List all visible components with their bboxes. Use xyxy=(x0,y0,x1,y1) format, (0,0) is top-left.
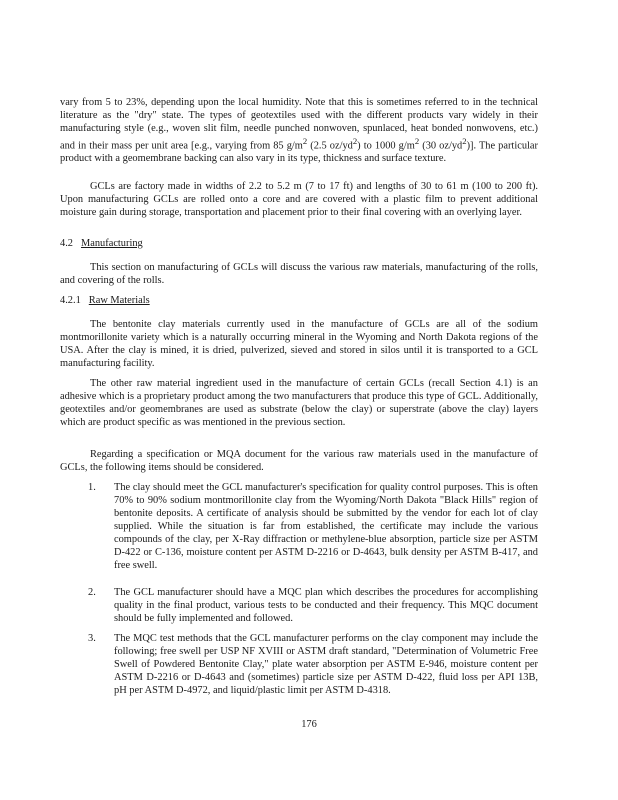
list-item-number: 1. xyxy=(88,482,96,493)
list-item-text: The clay should meet the GCL manufacturer's specification for quality control purposes. This is often 70% to 90% sodium montmorillonite clay from the Wyoming/North Dakota "Black Hills" region of bentonite deposits. A certificate of analysis should be submitted by the vendor for each lot of clay supplied. While the situation is far from established, the certificate may include the various compounds of the clay, per X-Ray diffraction or methylene-blue absorption, particle size per ASTM D-422 or C-136, moisture content per ASTM D-2216 or D-4643, bulk density per ASTM B-417, and free swell. xyxy=(114,482,538,571)
list-item-number: 2. xyxy=(88,587,96,598)
paragraph-bentonite-clay: The bentonite clay materials currently used in the manufacture of GCLs are all of the sodium montmorillonite variety which is a naturally occurring mineral in the Wyoming and North Dakota regions of the USA. After the clay is mined, it is dried, pulverized, sieved and stored in silos until it is transported to a GCL manufacturing facility. xyxy=(60,319,538,369)
section-number: 4.2.1 xyxy=(60,295,81,306)
list-item-number: 3. xyxy=(88,633,96,644)
paragraph-mqa-intro: Regarding a specification or MQA document for the various raw materials used in the manufacture of GCLs, the following items should be considered. xyxy=(60,449,538,473)
paragraph-section-overview: This section on manufacturing of GCLs will discuss the various raw materials, manufacturing of the rolls, and covering of the rolls. xyxy=(60,262,538,286)
paragraph-gcl-dimensions: GCLs are factory made in widths of 2.2 to 5.2 m (7 to 17 ft) and lengths of 30 to 61 m (100 to 200 ft). Upon manufacturing GCLs are rolled onto a core and are covered with a plastic film to prevent additional moisture gain during storage, transportation and placement prior to their final covering with an overlying layer. xyxy=(60,181,538,218)
paragraph-adhesive: The other raw material ingredient used in the manufacture of certain GCLs (recall Section 4.1) is an adhesive which is a proprietary product among the two manufacturers that produce this type of GCL. Additionally, geotextiles and/or geomembranes are used as substrate (below the clay) or superstrate (above the clay) layers which are product specific as was mentioned in the previous section. xyxy=(60,378,538,428)
section-heading-raw-materials xyxy=(60,294,150,307)
section-title: Raw Materials xyxy=(88,295,150,306)
section-title: Manufacturing xyxy=(81,238,143,249)
list-item-text: The MQC test methods that the GCL manufacturer performs on the clay component may include the following; free swell per USP NF XVIII or ASTM draft standard, "Determination of Volumetric Free Swell of Powdered Bentonite Clay," plate water absorption per ASTM E-946, moisture content per ASTM D-2216 or D-4643 and (sometimes) particle size per ASTM D-422, fluid loss per API 13B, pH per ASTM D-4972, and liquid/plastic limit per ASTM D-4318. xyxy=(114,633,538,696)
list-item-text: The GCL manufacturer should have a MQC plan which describes the procedures for accomplishing quality in the final product, various tests to be conducted and their frequency. This MQC document should be fully implemented and followed. xyxy=(114,587,538,624)
section-number: 4.2 xyxy=(60,238,73,249)
page-number: 176 xyxy=(301,719,317,730)
paragraph-geotextile-types: vary from 5 to 23%, depending upon the local humidity. Note that this is sometimes referred to in the technical literature as the "dry" state. The types of geotextiles used with the different products vary widely in their manufacturing style (e.g., woven slit film, needle punched nonwoven, spunlaced, heat bonded nonwovens, etc.) and in their mass per unit area [e.g., varying from 85 $g/m^2$ (2.5 $oz/yd^2$) to 1000 $g/m^2$ (30 $oz/yd^2$)]. The particular product with a geomembrane backing can also vary in its type, thickness and surface texture. xyxy=(60,97,538,165)
section-heading-manufacturing xyxy=(60,237,143,250)
